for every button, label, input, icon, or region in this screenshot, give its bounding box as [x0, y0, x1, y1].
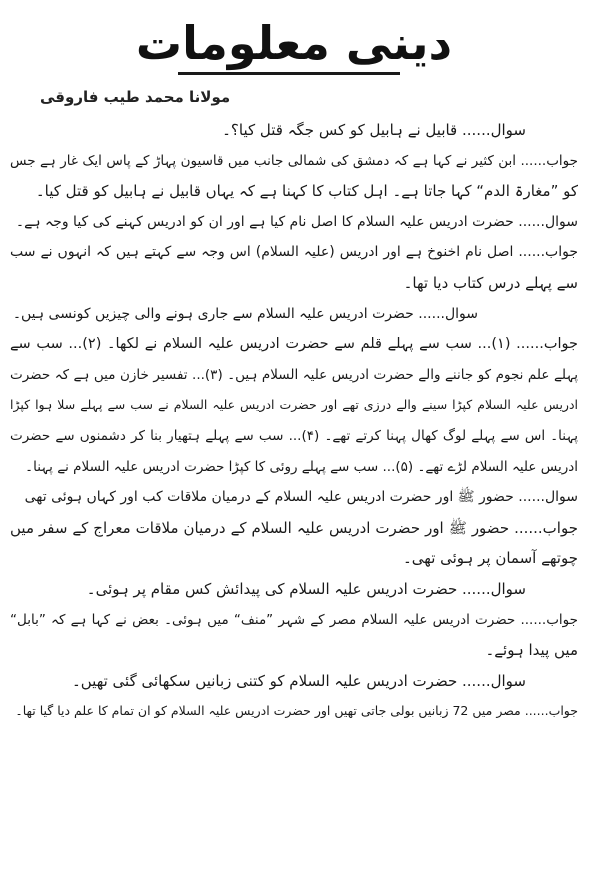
answer-line: جواب...... (۱)... سب سے پہلے قلم سے حضرت ادریس علیہ السلام نے لکھا۔ (۲)... سب سے	[10, 336, 578, 353]
question-line: سوال...... حضرت ادریس علیہ السلام سے جاری ہونے والی چیزیں کونسی ہیں۔	[12, 305, 478, 322]
qa-content	[10, 115, 578, 727]
text-line: کو ”مغارۃ الدم“ کہا جاتا ہے۔ اہل کتاب کا کہنا ہے کہ یہاں قابیل نے ہابیل کو قتل کیا۔	[35, 182, 578, 201]
text-line: ادریس علیہ السلام کپڑا سینے والے درزی تھے اور حضرت ادریس علیہ السلام نے سب سے پہلے سلا ہوا کپڑا	[10, 397, 578, 413]
text-line: ادریس علیہ السلام لڑے تھے۔ (۵)... سب سے پہلے روئی کا کپڑا حضرت ادریس علیہ السلام نے پہنا۔	[25, 458, 578, 475]
text-line: چوتھے آسمان پر ہوئی تھی۔	[402, 549, 578, 568]
question-line: سوال...... حضرت ادریس علیہ السلام کو کتنی زبانیں سکھائی گئی تھیں۔	[71, 671, 526, 690]
answer-line: جواب...... حضرت ادریس علیہ السلام مصر کے شہر ”منف“ میں ہوئی۔ بعض نے کہا ہے کہ ”بابل“	[10, 611, 578, 628]
author-name: مولانا محمد طیب فاروقی	[40, 88, 231, 106]
text-line: پہنا۔ اس سے پہلے لوگ کھال پہنا کرتے تھے۔ (۴)... سب سے پہلے ہتھیار بنا کر دشمنوں سے حضرت	[10, 427, 578, 444]
answer-line: جواب...... اصل نام اخنوخ ہے اور ادریس (علیہ السلام) اس وجہ سے کہتے ہیں کہ انہوں نے سب	[10, 244, 578, 261]
text-line: سے پہلے درس کتاب دیا تھا۔	[403, 273, 578, 292]
answer-line: جواب...... حضور ﷺ اور حضرت ادریس علیہ السلام کے درمیان ملاقات معراج کے سفر میں	[10, 518, 578, 537]
page-title: دینی معلومات	[135, 16, 453, 70]
question-line: سوال...... حضرت ادریس علیہ السلام کا اصل نام کیا ہے اور ان کو ادریس کہنے کی کیا وجہ ہے۔	[15, 213, 578, 230]
text-line: میں پیدا ہوئے۔	[485, 641, 578, 660]
text-line: پہلے علم نجوم کو جاننے والے حضرت ادریس علیہ السلام ہیں۔ (۳)... تفسیر خازن میں ہے کہ حضرت	[10, 366, 578, 383]
answer-line: جواب...... ابن کثیر نے کہا ہے کہ دمشق کی شمالی جانب میں قاسیون پہاڑ کے پاس ایک غار ہے جس	[10, 152, 578, 169]
question-line: سوال...... حضرت ادریس علیہ السلام کی پیدائش کس مقام پر ہوئی۔	[86, 579, 526, 598]
answer-line: جواب...... مصر میں 72 زبانیں بولی جاتی تھیں اور حضرت ادریس علیہ السلام کو ان تمام کا علم دیا گیا تھا۔	[15, 703, 578, 719]
question-line: سوال...... حضور ﷺ اور حضرت ادریس علیہ السلام کے درمیان ملاقات کب اور کہاں ہوئی تھی	[24, 489, 578, 506]
question-line: سوال...... قابیل نے ہابیل کو کس جگہ قتل کیا؟۔	[222, 121, 526, 139]
